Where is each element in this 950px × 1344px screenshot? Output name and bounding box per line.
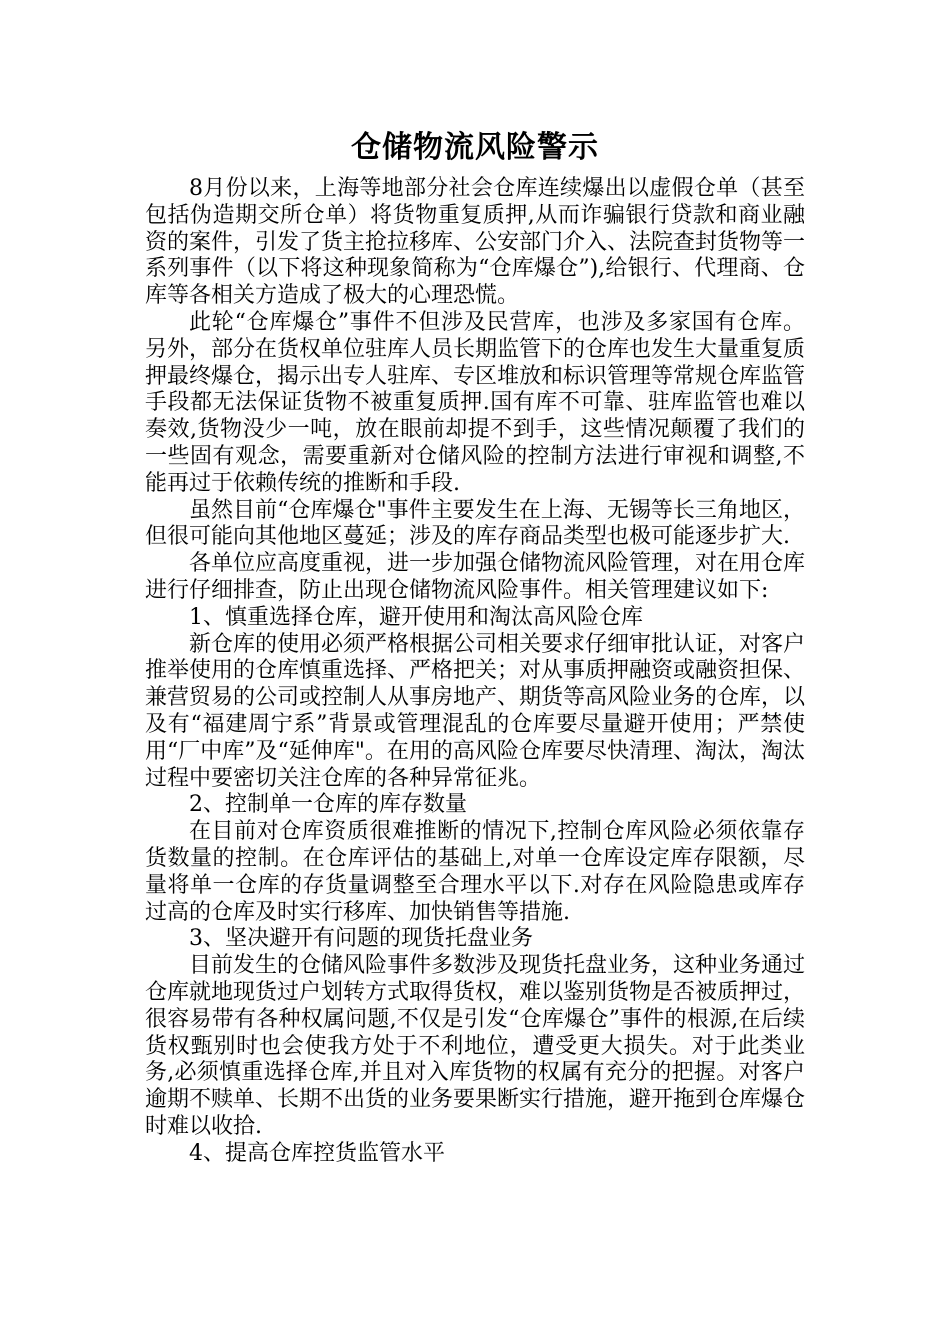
section-heading: 4、提高仓库控货监管水平 xyxy=(189,1140,445,1166)
section-heading: 2、控制单一仓库的库存数量 xyxy=(189,792,467,818)
paragraph: 目前发生的仓储风险事件多数涉及现货托盘业务，这种业务通过仓库就地现货过户划转方式取得货权，难以鉴别货物是否被质押过，很容易带有各种权属问题,不仅是引发“仓库爆仓”事件的根源,在后续货权甄别时也会使我方处于不利地位，遭受更大损失。对于此类业务,必须慎重选择仓库,并且对入库货物的权属有充分的把握。对客户逾期不赎单、长期不出货的业务要果断实行措施，避开拖到仓库爆仓时难以收拾. xyxy=(145,953,806,1139)
paragraph: 各单位应高度重视，进一步加强仓储物流风险管理，对在用仓库进行仔细排查，防止出现仓储物流风险事件。相关管理建议如下: xyxy=(145,551,806,603)
paragraph: 8月份以来，上海等地部分社会仓库连续爆出以虚假仓单（甚至包括伪造期交所仓单）将货物重复质押,从而诈骗银行贷款和商业融资的案件，引发了货主抢拉移库、公安部门介入、法院查封货物等一系列事件（以下将这种现象简称为“仓库爆仓”),给银行、代理商、仓库等各相关方造成了极大的心理恐慌。 xyxy=(145,176,806,309)
paragraph: 虽然目前“仓库爆仓"事件主要发生在上海、无锡等长三角地区，但很可能向其他地区蔓延；涉及的库存商品类型也极可能逐步扩大. xyxy=(145,497,805,550)
document-page xyxy=(145,128,805,1167)
paragraph: 新仓库的使用必须严格根据公司相关要求仔细审批认证，对客户推举使用的仓库慎重选择、严格把关；对从事质押融资或融资担保、兼营贸易的公司或控制人从事房地产、期货等高风险业务的仓库，以及有“福建周宁系”背景或管理混乱的仓库要尽量避开使用；严禁使用“厂中库”及“延伸库"。在用的高风险仓库要尽快清理、淘汰，淘汰过程中要密切关注仓库的各种异常征兆。 xyxy=(145,631,806,791)
paragraph: 此轮“仓库爆仓”事件不但涉及民营库，也涉及多家国有仓库。另外，部分在货权单位驻库人员长期监管下的仓库也发生大量重复质押最终爆仓，揭示出专人驻库、专区堆放和标识管理等常规仓库监管手段都无法保证货物不被重复质押.国有库不可靠、驻库监管也难以奏效,货物没少一吨，放在眼前却提不到手，这些情况颠覆了我们的一些固有观念，需要重新对仓储风险的控制方法进行审视和调整,不能再过于依赖传统的推断和手段. xyxy=(145,309,806,496)
section-heading: 3、坚决避开有问题的现货托盘业务 xyxy=(189,926,533,952)
document-title: 仓储物流风险警示 xyxy=(351,130,599,165)
section-heading: 1、慎重选择仓库，避开使用和淘汰高风险仓库 xyxy=(189,604,643,630)
paragraph: 在目前对仓库资质很难推断的情况下,控制仓库风险必须依靠存货数量的控制。在仓库评估的基础上,对单一仓库设定库存限额，尽量将单一仓库的存货量调整至合理水平以下.对存在风险隐患或库存过高的仓库及时实行移库、加快销售等措施. xyxy=(145,819,805,925)
